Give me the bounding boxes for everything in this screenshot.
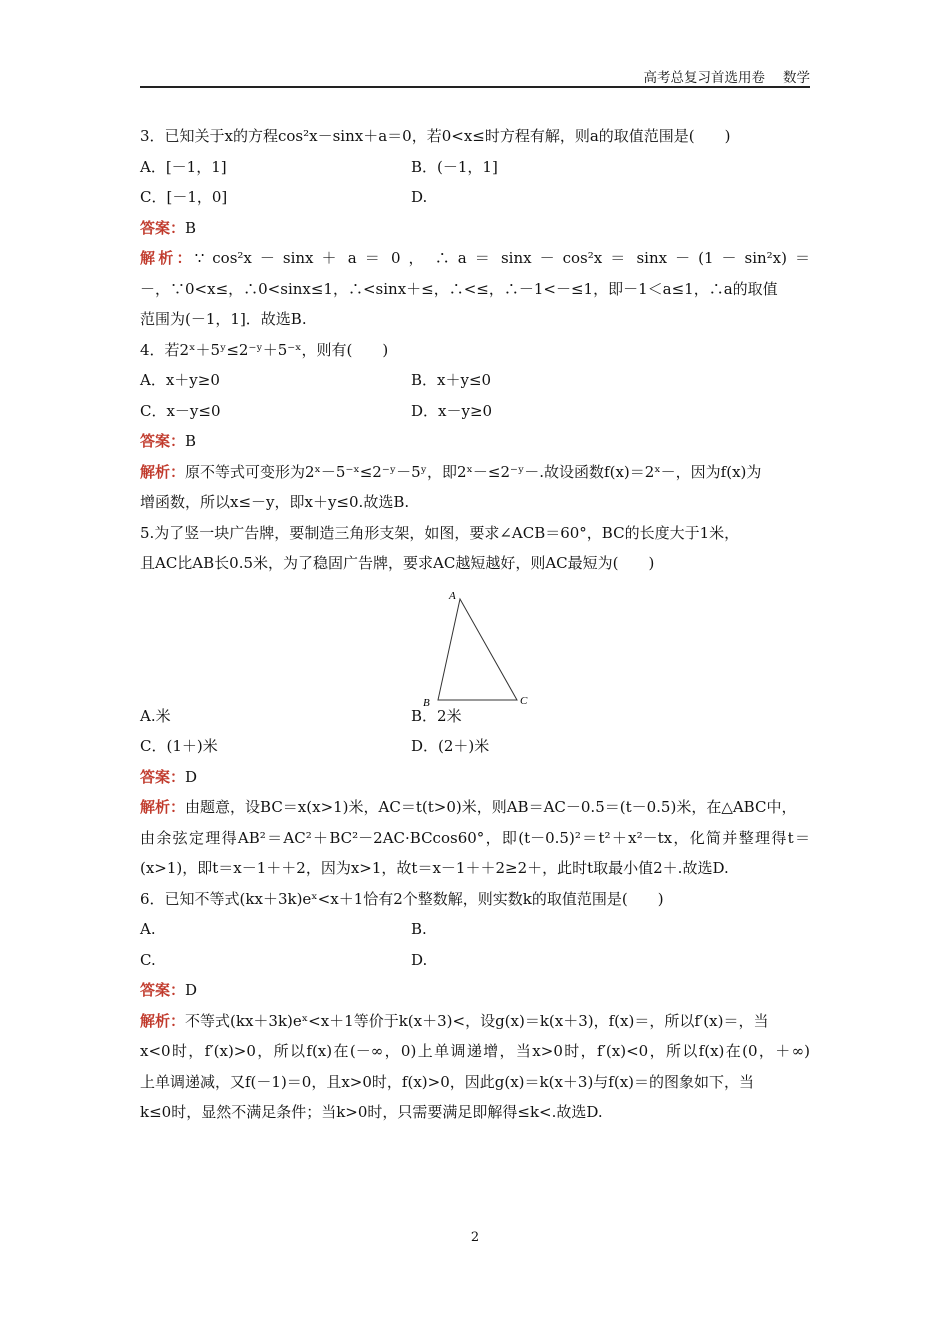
q6-analysis-line2: x<0时，f′(x)>0，所以f(x)在(－∞，0)上单调递增，当x>0时，f′(x)<0，所以f(x)在(0，＋∞) — [140, 1042, 810, 1060]
q4-option-a: A．x＋y≥0 — [140, 371, 220, 389]
vertex-label-b: B — [423, 697, 430, 709]
analysis-label: 解析： — [140, 462, 186, 481]
q6-answer-value: D — [185, 981, 198, 999]
q4-options-row1 — [140, 365, 810, 396]
q3-answer-value: B — [185, 218, 197, 237]
q3-analysis-text1: ∵ cos²x － sinx ＋ a ＝ 0 ， ∴ a ＝ sinx － cos²x ＝ sinx － (1 － sin²x) ＝ — [194, 249, 810, 267]
vertex-label-c: C — [520, 695, 528, 707]
page-number: 2 — [470, 1230, 480, 1245]
q3-options-row2 — [140, 182, 810, 213]
q5-analysis-text1: 由题意，设BC＝x(x>1)米，AC＝t(t>0)米，则AB＝AC－0.5＝(t－0.5)米，在△ABC中， — [185, 798, 797, 816]
q3-option-d: D. — [411, 188, 428, 206]
q4-option-d: D．x－y≥0 — [411, 401, 493, 420]
q4-analysis-text1: 原不等式可变形为2ˣ－5⁻ˣ≤2⁻ʸ－5ʸ，即2ˣ－≤2⁻ʸ－.故设函数f(x)＝2ˣ－，因为f(x)为 — [185, 462, 762, 481]
q6-stem: 6．已知不等式(kx＋3k)eˣ<x＋1恰有2个整数解，则实数k的取值范围是( ) — [140, 889, 664, 908]
q5-analysis-line3: (x>1)，即t＝x－1＋＋2，因为x>1，故t＝x－1＋＋2≥2＋，此时t取最小值2＋.故选D. — [140, 859, 729, 877]
q4-analysis-line2: 增函数，所以x≤－y，即x＋y≤0.故选B. — [140, 493, 410, 511]
q5-option-b: B．2米 — [411, 706, 462, 725]
q5-options-row2 — [140, 731, 810, 762]
q3-analysis-line1 — [140, 243, 810, 274]
answer-label: 答案： — [140, 981, 186, 999]
q6-options-row1 — [140, 914, 810, 945]
q3-analysis-line3: 范围为(－1，1]．故选B. — [140, 310, 307, 328]
q5-analysis-line1 — [140, 792, 810, 823]
header-book-title: 高考总复习首选用卷 — [643, 70, 765, 86]
q6-analysis-line3: 上单调递减，又f(－1)＝0，且x>0时，f(x)>0，因此g(x)＝k(x＋3)与f(x)＝的图象如下，当 — [140, 1072, 755, 1091]
q6-option-d: D. — [411, 950, 428, 969]
q6-option-c: C. — [140, 950, 156, 969]
triangle-abc — [438, 599, 517, 700]
q3-options-row1 — [140, 152, 810, 183]
q6-options-row2 — [140, 945, 810, 976]
q4-option-b: B．x＋y≤0 — [411, 371, 492, 389]
q5-option-d: D．(2＋)米 — [411, 737, 490, 755]
q3-option-c: C．[－1，0] — [140, 188, 228, 206]
q6-analysis-line4: k≤0时，显然不满足条件；当k>0时，只需要满足即解得≤k<.故选D. — [140, 1103, 603, 1121]
analysis-label: 解析： — [140, 798, 186, 816]
q3-option-b: B．(－1，1] — [411, 157, 498, 176]
q6-option-a: A. — [140, 920, 156, 938]
q3-option-a: A．[－1，1] — [140, 157, 227, 176]
triangle-figure — [420, 587, 535, 712]
answer-label: 答案： — [140, 767, 186, 786]
q4-answer — [140, 426, 810, 457]
q5-option-a: A.米 — [140, 706, 171, 725]
q5-option-c: C．(1＋)米 — [140, 737, 218, 755]
q4-answer-value: B — [185, 432, 197, 450]
q5-answer-value: D — [185, 767, 198, 786]
q5-analysis-line2: 由余弦定理得AB²＝AC²＋BC²－2AC·BCcos60°，即(t－0.5)²＝t²＋x²－tx，化简并整理得t＝ — [140, 828, 810, 847]
q3-answer — [140, 213, 810, 244]
q4-stem: 4．若2ˣ＋5ʸ≤2⁻ʸ＋5⁻ˣ，则有( ) — [140, 340, 389, 359]
q4-options-row2 — [140, 396, 810, 427]
q3-analysis-line2: －，∵0<x≤，∴0<sinx≤1，∴<sinx＋≤，∴<≤，∴－1<－≤1，即－1＜a≤1，∴a的取值 — [140, 279, 778, 298]
page-header — [140, 66, 810, 88]
q6-analysis-line1 — [140, 1006, 810, 1037]
vertex-label-a: A — [449, 590, 456, 602]
answer-label: 答案： — [140, 218, 186, 237]
q6-analysis-text1: 不等式(kx＋3k)eˣ<x＋1等价于k(x＋3)<，设g(x)＝k(x＋3)，f(x)＝，所以f′(x)＝，当 — [185, 1011, 769, 1030]
q3-stem: 3．已知关于x的方程cos²x－sinx＋a＝0，若0<x≤时方程有解，则a的取值范围是( ) — [140, 127, 731, 145]
analysis-label: 解析： — [140, 249, 195, 267]
q4-option-c: C．x－y≤0 — [140, 401, 221, 420]
q6-answer — [140, 975, 810, 1006]
q4-analysis-line1 — [140, 457, 810, 488]
q5-answer — [140, 762, 810, 793]
q5-stem-line2: 且AC比AB长0.5米，为了稳固广告牌，要求AC越短越好，则AC最短为( ) — [140, 554, 655, 572]
answer-label: 答案： — [140, 432, 186, 450]
q5-stem-line1: 5.为了竖一块广告牌，要制造三角形支架，如图，要求∠ACB＝60°，BC的长度大于1米， — [140, 523, 740, 542]
q6-option-b: B. — [411, 920, 427, 938]
header-subject: 数学 — [783, 70, 810, 86]
analysis-label: 解析： — [140, 1011, 186, 1030]
